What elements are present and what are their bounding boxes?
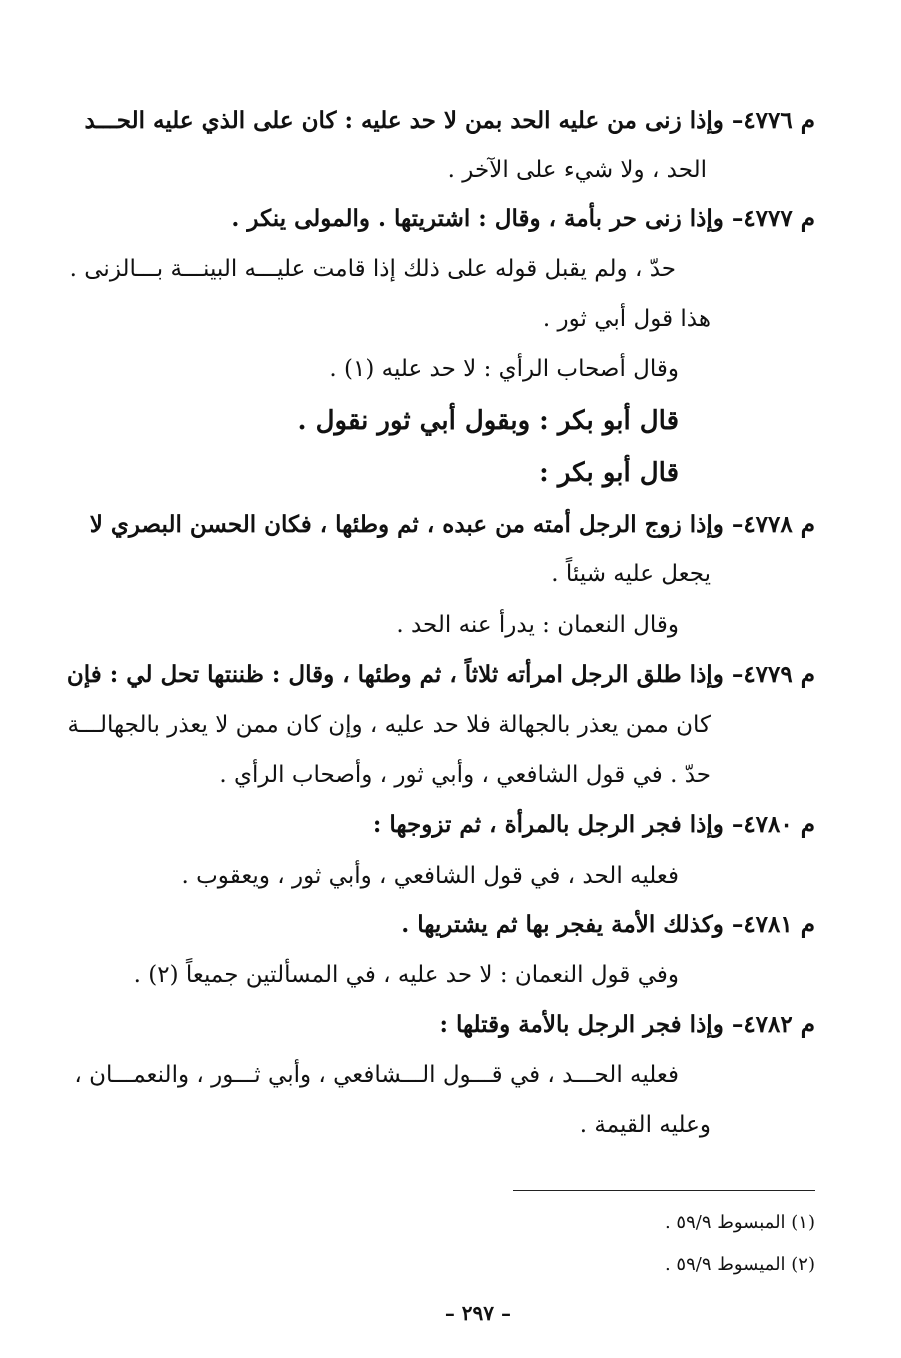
footnote-divider <box>513 1190 815 1191</box>
text-line: وقال أصحاب الرأي : لا حد عليه (١) . <box>329 356 679 382</box>
text-line: حدّ . في قول الشافعي ، وأبي ثور ، وأصحاب الرأي . <box>219 762 711 788</box>
section-heading: قال أبو بكر : <box>539 458 679 488</box>
text-line: فعليه الحـــد ، في قـــول الـــشافعي ، وأبي ثـــور ، والنعمـــان ، <box>74 1062 679 1088</box>
text-line: م ٤٧٧٨– وإذا زوج الرجل أمته من عبده ، ثم وطئها ، فكان الحسن البصري لا <box>89 511 815 538</box>
text-line: م ٤٧٨١– وكذلك الأمة يفجر بها ثم يشتريها . <box>401 911 815 938</box>
text-line: هذا قول أبي ثور . <box>542 306 711 332</box>
text-line: م ٤٧٨٠– وإذا فجر الرجل بالمرأة ، ثم تزوجها : <box>372 811 815 838</box>
page-number: – ٢٩٧ – <box>444 1301 511 1325</box>
text-line: يجعل عليه شيئاً . <box>551 561 711 587</box>
section-heading: قال أبو بكر : وبقول أبي ثور نقول . <box>297 406 679 436</box>
text-line: وعليه القيمة . <box>579 1112 711 1138</box>
footnote: (١) المبسوط ٥٩/٩ . <box>664 1212 815 1233</box>
text-line: وقال النعمان : يدرأ عنه الحد . <box>396 612 679 638</box>
text-line: م ٤٧٨٢– وإذا فجر الرجل بالأمة وقتلها : <box>439 1011 815 1038</box>
text-line: الحد ، ولا شيء على الآخر . <box>447 157 707 183</box>
text-line: م ٤٧٧٩– وإذا طلق الرجل امرأته ثلاثاً ، ثم وطئها ، وقال : ظننتها تحل لي : فإن <box>66 661 815 688</box>
text-line: فعليه الحد ، في قول الشافعي ، وأبي ثور ، ويعقوب . <box>181 863 679 889</box>
text-line: وفي قول النعمان : لا حد عليه ، في المسألتين جميعاً (٢) . <box>133 962 679 988</box>
text-line: كان ممن يعذر بالجهالة فلا حد عليه ، وإن كان ممن لا يعذر بالجهالـــة <box>67 712 711 738</box>
footnote: (٢) الميسوط ٥٩/٩ . <box>664 1254 815 1275</box>
text-line: حدّ ، ولم يقبل قوله على ذلك إذا قامت عليـــه البينـــة بـــالزنى . <box>69 256 676 282</box>
text-line: م ٤٧٧٦– وإذا زنى من عليه الحد بمن لا حد عليه : كان على الذي عليه الحـــد <box>84 107 815 134</box>
text-line: م ٤٧٧٧– وإذا زنى حر بأمة ، وقال : اشتريتها . والمولى ينكر . <box>231 205 815 232</box>
